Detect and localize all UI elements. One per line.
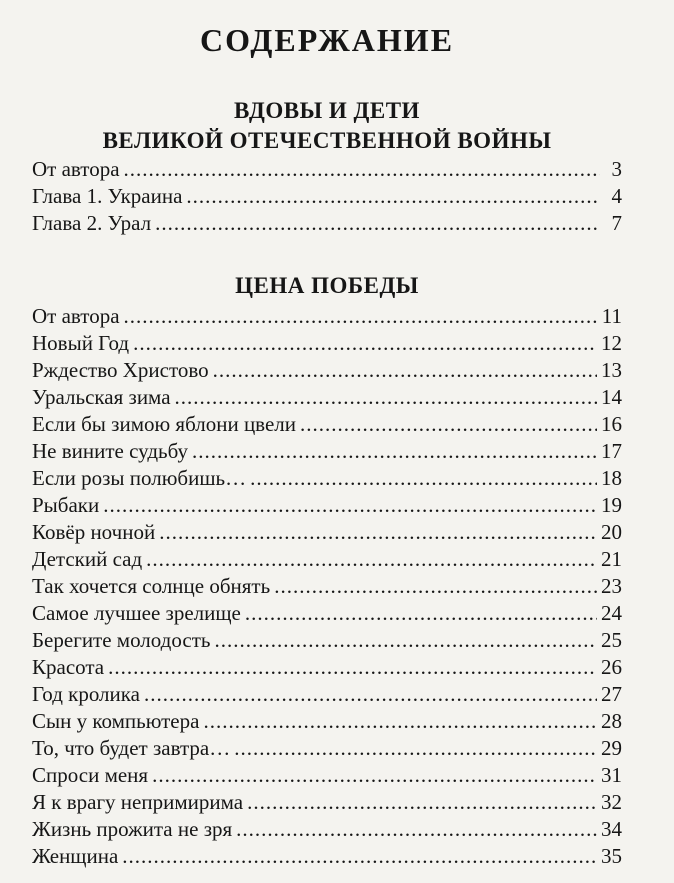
toc-entry [32, 330, 622, 357]
toc-entry-title: Спроси меня [32, 763, 149, 787]
toc-entry-page-number: 14 [601, 385, 622, 409]
dot-leader [144, 681, 597, 708]
dot-leader [159, 519, 597, 546]
section-heading-victory [32, 271, 622, 301]
dot-leader [103, 492, 597, 519]
toc-entry-title: От автора [32, 304, 120, 328]
toc-entry-title: Не вините судьбу [32, 439, 188, 463]
toc-entry-title: Я к врагу непримирима [32, 790, 244, 814]
toc-entry [32, 384, 622, 411]
toc-entry-title: Новый Год [32, 331, 130, 355]
dot-leader [124, 156, 600, 183]
toc-entry [32, 681, 622, 708]
toc-entry-title: То, что будет завтра… [32, 736, 231, 760]
dot-leader [155, 210, 600, 237]
toc-entry [32, 438, 622, 465]
toc-entry-title: Красота [32, 655, 105, 679]
toc-entry-title: Сын у компьютера [32, 709, 200, 733]
dot-leader [274, 573, 597, 600]
page-title: СОДЕРЖАНИЕ [199, 22, 455, 58]
toc-entry [32, 573, 622, 600]
toc-entry-title: Женщина [32, 844, 119, 868]
toc-entry-page-number: 26 [601, 655, 622, 679]
toc-entry [32, 654, 622, 681]
toc-entry-page-number: 23 [601, 574, 622, 598]
toc-entry-page-number: 31 [601, 763, 622, 787]
dot-leader [236, 816, 597, 843]
toc-entry-page-number: 27 [601, 682, 622, 706]
toc-entry [32, 735, 622, 762]
section-heading-line: ЦЕНА ПОБЕДЫ [235, 273, 419, 298]
dot-leader [250, 465, 597, 492]
toc-entry-title: Берегите молодость [32, 628, 211, 652]
toc-entry [32, 708, 622, 735]
toc-entry [32, 156, 622, 183]
section-heading-widows [32, 96, 622, 156]
toc-entry [32, 492, 622, 519]
toc-entry-page-number: 16 [601, 412, 622, 436]
toc-list-widows [32, 156, 622, 237]
dot-leader [175, 384, 597, 411]
toc-entry-title: Детский сад [32, 547, 143, 571]
dot-leader [214, 627, 597, 654]
toc-entry [32, 600, 622, 627]
toc-entry-page-number: 21 [601, 547, 622, 571]
dot-leader [122, 843, 597, 870]
toc-entry-page-number: 12 [601, 331, 622, 355]
toc-entry [32, 546, 622, 573]
toc-entry-title: Ковёр ночной [32, 520, 156, 544]
dot-leader [146, 546, 597, 573]
toc-list-victory [32, 303, 622, 870]
toc-entry-title: Год кролика [32, 682, 140, 706]
dot-leader [108, 654, 597, 681]
toc-entry-page-number: 3 [611, 157, 622, 181]
toc-entry [32, 357, 622, 384]
dot-leader [300, 411, 597, 438]
toc-entry [32, 843, 622, 870]
toc-entry-page-number: 11 [601, 304, 622, 328]
toc-entry-page-number: 28 [601, 709, 622, 733]
toc-entry-page-number: 25 [601, 628, 622, 652]
toc-entry-page-number: 24 [601, 601, 622, 625]
toc-entry-page-number: 7 [611, 211, 622, 235]
toc-entry [32, 303, 622, 330]
dot-leader [186, 183, 600, 210]
toc-entry-title: Рыбаки [32, 493, 100, 517]
toc-entry-title: Если бы зимою яблони цвели [32, 412, 297, 436]
toc-entry-page-number: 34 [601, 817, 622, 841]
toc-entry-title: Глава 1. Украина [32, 184, 183, 208]
dot-leader [152, 762, 597, 789]
toc-entry-title: Жизнь прожита не зря [32, 817, 233, 841]
toc-entry-title: Если розы полюбишь… [32, 466, 247, 490]
section-heading-line: ВДОВЫ И ДЕТИ [234, 98, 420, 123]
toc-entry-page-number: 20 [601, 520, 622, 544]
toc-entry [32, 519, 622, 546]
toc-entry [32, 465, 622, 492]
toc-entry-title: Так хочется солнце обнять [32, 574, 271, 598]
section-heading-line: ВЕЛИКОЙ ОТЕЧЕСТВЕННОЙ ВОЙНЫ [102, 128, 552, 153]
toc-entry-title: Глава 2. Урал [32, 211, 152, 235]
dot-leader [213, 357, 597, 384]
toc-entry-page-number: 35 [601, 844, 622, 868]
toc-entry-title: Уральская зима [32, 385, 171, 409]
dot-leader [124, 303, 598, 330]
dot-leader [234, 735, 597, 762]
toc-entry-page-number: 19 [601, 493, 622, 517]
toc-entry [32, 411, 622, 438]
toc-entry [32, 762, 622, 789]
toc-entry-page-number: 32 [601, 790, 622, 814]
toc-entry [32, 816, 622, 843]
dot-leader [133, 330, 597, 357]
toc-entry-title: От автора [32, 157, 120, 181]
dot-leader [245, 600, 597, 627]
dot-leader [247, 789, 597, 816]
toc-entry-page-number: 13 [601, 358, 622, 382]
toc-entry-page-number: 18 [601, 466, 622, 490]
toc-entry-page-number: 4 [611, 184, 622, 208]
dot-leader [203, 708, 597, 735]
toc-entry-page-number: 17 [601, 439, 622, 463]
toc-entry-page-number: 29 [601, 736, 622, 760]
toc-entry [32, 210, 622, 237]
toc-entry-title: Самое лучшее зрелище [32, 601, 241, 625]
toc-entry [32, 183, 622, 210]
toc-entry-title: Рждество Христово [32, 358, 209, 382]
toc-entry [32, 789, 622, 816]
dot-leader [192, 438, 597, 465]
toc-entry [32, 627, 622, 654]
